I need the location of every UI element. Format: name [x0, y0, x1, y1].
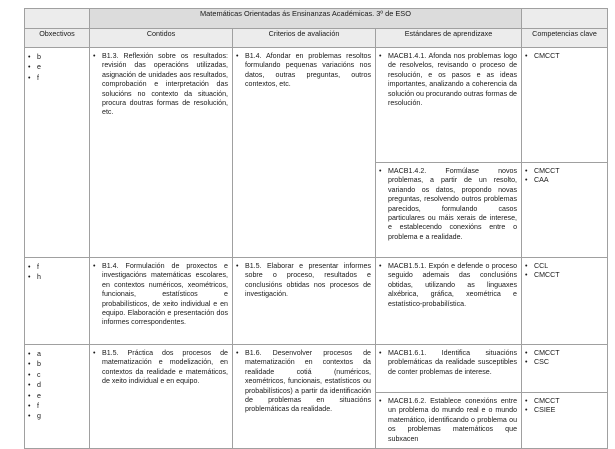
- table-row: [25, 345, 608, 393]
- list-item: • f: [27, 262, 85, 272]
- list-item: • e: [27, 391, 85, 401]
- list-item: • c: [27, 370, 85, 380]
- competencias-cell: [522, 393, 608, 449]
- table-title: Matemáticas Orientadas ás Ensinanzas Académicas. 3º de ESO: [90, 9, 522, 29]
- table-row: [25, 48, 608, 163]
- criterio-text: • B1.5. Elaborar e presentar informes sobre o proceso, resultados e conclusións obtidas nos procesos de investigación.: [235, 262, 371, 300]
- list-item: • g: [27, 411, 85, 421]
- contido-text: • B1.5. Práctica dos procesos de matematización e modelización, en contextos da realidade e matemáticos, de xeito individual e en equipo.: [92, 349, 228, 387]
- estandar-text: • MACB1.4.1. Afonda nos problemas logo de resolvelos, revisando o proceso de resolución, e os pasos e as ideas importantes, analizando a coherencia da solución ou procurando outras formas de resolución.: [378, 52, 517, 108]
- list-item: • e: [27, 62, 85, 72]
- competencias-cell: [522, 48, 608, 163]
- list-item: • d: [27, 380, 85, 390]
- header-criterios: Criterios de avaliación: [233, 29, 376, 48]
- competencia-item: • CAA: [524, 176, 603, 185]
- estandar-cell: [376, 163, 522, 258]
- estandar-cell: [376, 345, 522, 393]
- title-row-blank-cell: [25, 9, 90, 29]
- criterios-cell: [233, 48, 376, 258]
- criterio-text: • B1.6. Desenvolver procesos de matematización en contextos da realidade cotiá (numéricos, xeométricos, funcionais, estatísticos ou probabilísticos) a partir da identificación de problemas en situacións problemáticas da realidade.: [235, 349, 371, 415]
- contido-text: • B1.3. Reflexión sobre os resultados: revisión das operacións utilizadas, asignación de unidades aos resultados, comprobación e interpretación das solucións no contexto da situación, procura doutras formas de resolución, etc.: [92, 52, 228, 118]
- competencia-item: • CMCCT: [524, 167, 603, 176]
- competencia-item: • CSC: [524, 358, 603, 367]
- obxectivos-cell: [25, 345, 90, 449]
- competencias-cell: [522, 163, 608, 258]
- list-item: • f: [27, 73, 85, 83]
- competencias-cell: [522, 345, 608, 393]
- header-estandares: Estándares de aprendizaxe: [376, 29, 522, 48]
- list-item: • b: [27, 359, 85, 369]
- competencia-item: • CMCCT: [524, 349, 603, 358]
- criterio-text: • B1.4. Afondar en problemas resoltos formulando pequenas variacións nos datos, outras preguntas, outros contextos, etc.: [235, 52, 371, 90]
- obxectivos-cell: [25, 48, 90, 258]
- estandar-text: • MACB1.6.1. Identifica situacións problemáticas da realidade susceptibles de conter problemas de interese.: [378, 349, 517, 377]
- header-competencias: Competencias clave: [522, 29, 608, 48]
- header-obxectivos: Obxectivos: [25, 29, 90, 48]
- curriculum-table: [24, 8, 608, 449]
- estandar-cell: [376, 48, 522, 163]
- estandar-text: • MACB1.6.2. Establece conexións entre un problema do mundo real e o mundo matemático, identificando o problema ou os problemas matemáticos que subxacen: [378, 397, 517, 444]
- criterios-cell: [233, 258, 376, 345]
- header-row: [25, 29, 608, 48]
- table-row: [25, 258, 608, 345]
- estandar-text: • MACB1.5.1. Expón e defende o proceso seguido ademais das conclusións obtidas, utilizando as linguaxes alxébrica, gráfica, xeométrica e estatístico-probabilística.: [378, 262, 517, 309]
- criterios-cell: [233, 345, 376, 449]
- contidos-cell: [90, 48, 233, 258]
- title-row: [25, 9, 608, 29]
- competencia-item: • CCL: [524, 262, 603, 271]
- estandar-text: • MACB1.4.2. Formúlase novos problemas, a partir de un resolto, variando os datos, propondo novas preguntas, resolvendo outros problemas parecidos, formulando casos particulares ou máis xerais de interese, e establecendo conexións entre o problema e a realidade.: [378, 167, 517, 242]
- list-item: • b: [27, 52, 85, 62]
- competencia-item: • CSIEE: [524, 406, 603, 415]
- competencia-item: • CMCCT: [524, 271, 603, 280]
- contidos-cell: [90, 345, 233, 449]
- competencias-cell: [522, 258, 608, 345]
- list-item: • f: [27, 401, 85, 411]
- competencia-item: • CMCCT: [524, 52, 603, 61]
- contido-text: • B1.4. Formulación de proxectos e investigacións matemáticas escolares, en contextos numéricos, xeométricos, funcionais, estatísticos e probabilísticos, de xeito individual e en equipo. Elaboración e presentación dos informes correspondentes.: [92, 262, 228, 328]
- title-row-blank-cell: [522, 9, 608, 29]
- contidos-cell: [90, 258, 233, 345]
- competencia-item: • CMCCT: [524, 397, 603, 406]
- list-item: • a: [27, 349, 85, 359]
- estandar-cell: [376, 393, 522, 449]
- estandar-cell: [376, 258, 522, 345]
- obxectivos-list: [25, 48, 89, 86]
- list-item: • h: [27, 272, 85, 282]
- obxectivos-cell: [25, 258, 90, 345]
- header-contidos: Contidos: [90, 29, 233, 48]
